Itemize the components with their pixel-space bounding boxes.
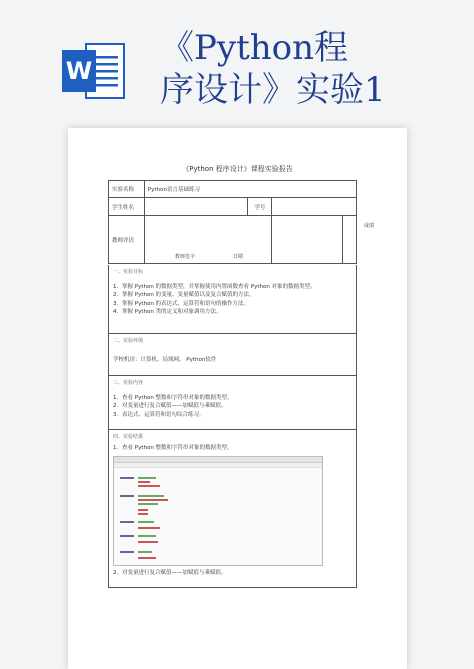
- section-objectives: [108, 265, 357, 334]
- page-title-line-2: 序设计》实验1: [160, 70, 386, 110]
- score-label: 成绩: [363, 223, 374, 229]
- date-label: 日期: [232, 254, 243, 260]
- content-item: 3．表达式、运算符和语句综合练习。: [113, 411, 205, 418]
- page-header: [0, 0, 474, 120]
- content-item: 2．对变量进行复合赋值——加赋值与乘赋值。: [113, 403, 227, 410]
- environment-text: 学校机房：计算机、局域网、 Python软件: [113, 357, 217, 363]
- score-cell: [272, 216, 374, 264]
- objective-item: 1．掌握 Python 的数据类型，并掌握使用内置函数查看 Python 对象的数据类型。: [113, 284, 316, 290]
- student-id-value: [272, 198, 357, 216]
- section-content: [108, 376, 357, 430]
- student-id-label: 学号: [248, 198, 272, 216]
- report-info-table: [108, 180, 374, 264]
- teacher-signature-label: 教师签字: [174, 254, 195, 260]
- experiment-name-label: 实验名称: [109, 181, 145, 198]
- objective-item: 4．掌握 Python 类的定义和对象调用方法。: [113, 308, 222, 315]
- result-item: 1．查看 Python 整数和字符串对象的数据类型。: [113, 445, 233, 451]
- results-title: 四、实验结果: [113, 434, 144, 440]
- document-title: 《Python 程序设计》课程实验报告: [182, 165, 293, 173]
- result-item: 2．对变量进行复合赋值——加赋值与乘赋值。: [113, 570, 227, 577]
- teacher-comment-label: 教师评语: [109, 216, 145, 264]
- content-title: 三、实验内容: [113, 380, 144, 386]
- page-title-line-1: 《Python程: [160, 28, 349, 68]
- code-screenshot: [113, 456, 323, 566]
- section-environment: [108, 334, 357, 376]
- word-document-icon: [60, 42, 126, 100]
- experiment-name-value: Python语言基础练习: [144, 181, 356, 198]
- environment-title: 二、实验环境: [113, 338, 144, 344]
- objectives-title: 一、实验目标: [113, 269, 144, 275]
- student-name-value: [144, 198, 248, 216]
- objective-item: 2．掌握 Python 的变量、变量赋值以及复合赋值的方法。: [113, 292, 255, 299]
- student-name-label: 学生姓名: [109, 198, 145, 216]
- teacher-comment-cell: [144, 216, 271, 264]
- section-results: [108, 430, 357, 588]
- content-item: 1．查看 Python 整数和字符串对象的数据类型。: [113, 395, 233, 401]
- svg-text:W: W: [65, 57, 93, 85]
- document-page: [68, 128, 407, 669]
- objective-item: 3．掌握 Python 的表达式、运算符和语句的操作方法。: [113, 300, 250, 307]
